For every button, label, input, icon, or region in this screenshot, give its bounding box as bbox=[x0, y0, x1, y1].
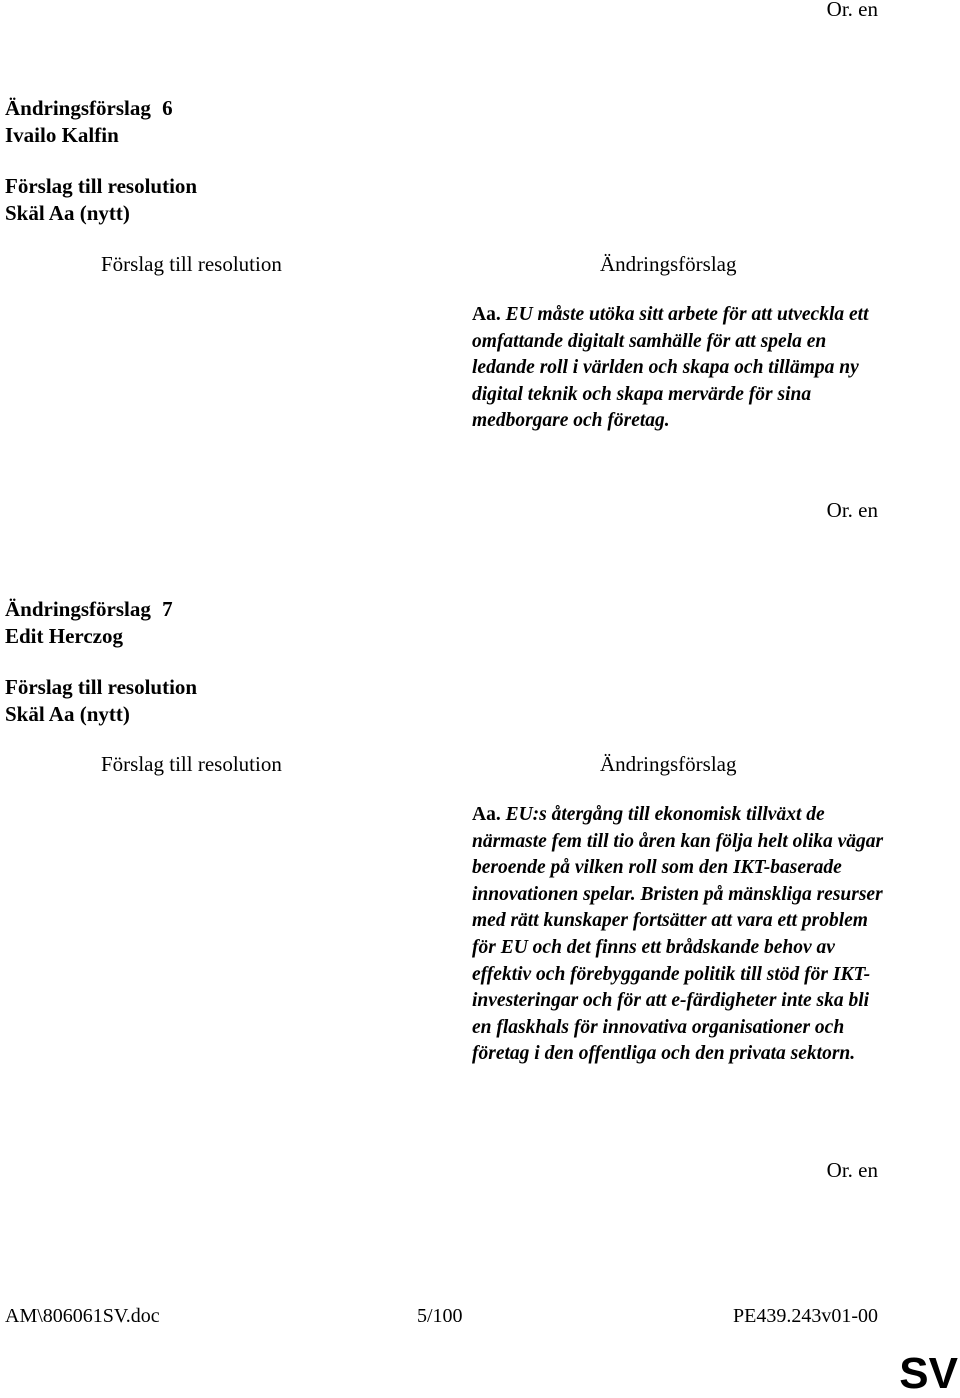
amendment-title: Ändringsförslag bbox=[5, 96, 151, 120]
language-code-badge: SV bbox=[899, 1349, 958, 1398]
amendment-number: 7 bbox=[162, 597, 173, 621]
amendment-text-body: EU:s återgång till ekonomisk tillväxt de närmaste fem till tio åren kan följa helt olika vägar beroende på vilken roll som den IKT-baserade innovationen spelar. Bristen på mänskliga resurser med rätt kunskaper fortsätter att vara ett problem för EU och det finns ett brådskande behov av effektiv och förebyggande politik till stöd för IKT-investeringar och för att e-färdigheter inte ska bli en flaskhals för innovativa organisationer och företag i den offentliga och den privata sektorn. bbox=[472, 804, 884, 1065]
footer-page-number: 5/100 bbox=[417, 1305, 463, 1327]
column-heading-original: Förslag till resolution bbox=[101, 252, 282, 276]
amendment-author: Ivailo Kalfin bbox=[5, 123, 119, 147]
amendment-text bbox=[472, 802, 892, 1068]
amended-section: Skäl Aa (nytt) bbox=[5, 702, 130, 726]
amendment-heading bbox=[5, 597, 173, 622]
amendment-author: Edit Herczog bbox=[5, 624, 124, 648]
column-heading-original: Förslag till resolution bbox=[101, 752, 282, 776]
footer-reference: PE439.243v01-00 bbox=[733, 1305, 878, 1327]
language-marker: Or. en bbox=[826, 1158, 878, 1182]
amendment-text-prefix: Aa. bbox=[472, 304, 501, 325]
footer-document-name: AM\806061SV.doc bbox=[5, 1305, 160, 1327]
amendment-text-body: EU måste utöka sitt arbete för att utveckla ett omfattande digitalt samhälle för att spela en ledande roll i världen och skapa och tillämpa ny digital teknik och skapa mervärde för sina medborgare och företag. bbox=[472, 304, 869, 432]
amendment-title: Ändringsförslag bbox=[5, 597, 151, 621]
amendment-heading bbox=[5, 96, 173, 121]
amendment-text bbox=[472, 302, 892, 435]
amendment-text-prefix: Aa. bbox=[472, 804, 501, 825]
amended-section: Skäl Aa (nytt) bbox=[5, 201, 130, 225]
language-marker: Or. en bbox=[826, 498, 878, 522]
column-heading-amendment: Ändringsförslag bbox=[600, 752, 737, 776]
column-heading-amendment: Ändringsförslag bbox=[600, 252, 737, 276]
document-reference: Förslag till resolution bbox=[5, 675, 198, 699]
document-reference: Förslag till resolution bbox=[5, 174, 198, 198]
language-marker: Or. en bbox=[826, 0, 878, 21]
amendment-number: 6 bbox=[162, 96, 173, 120]
